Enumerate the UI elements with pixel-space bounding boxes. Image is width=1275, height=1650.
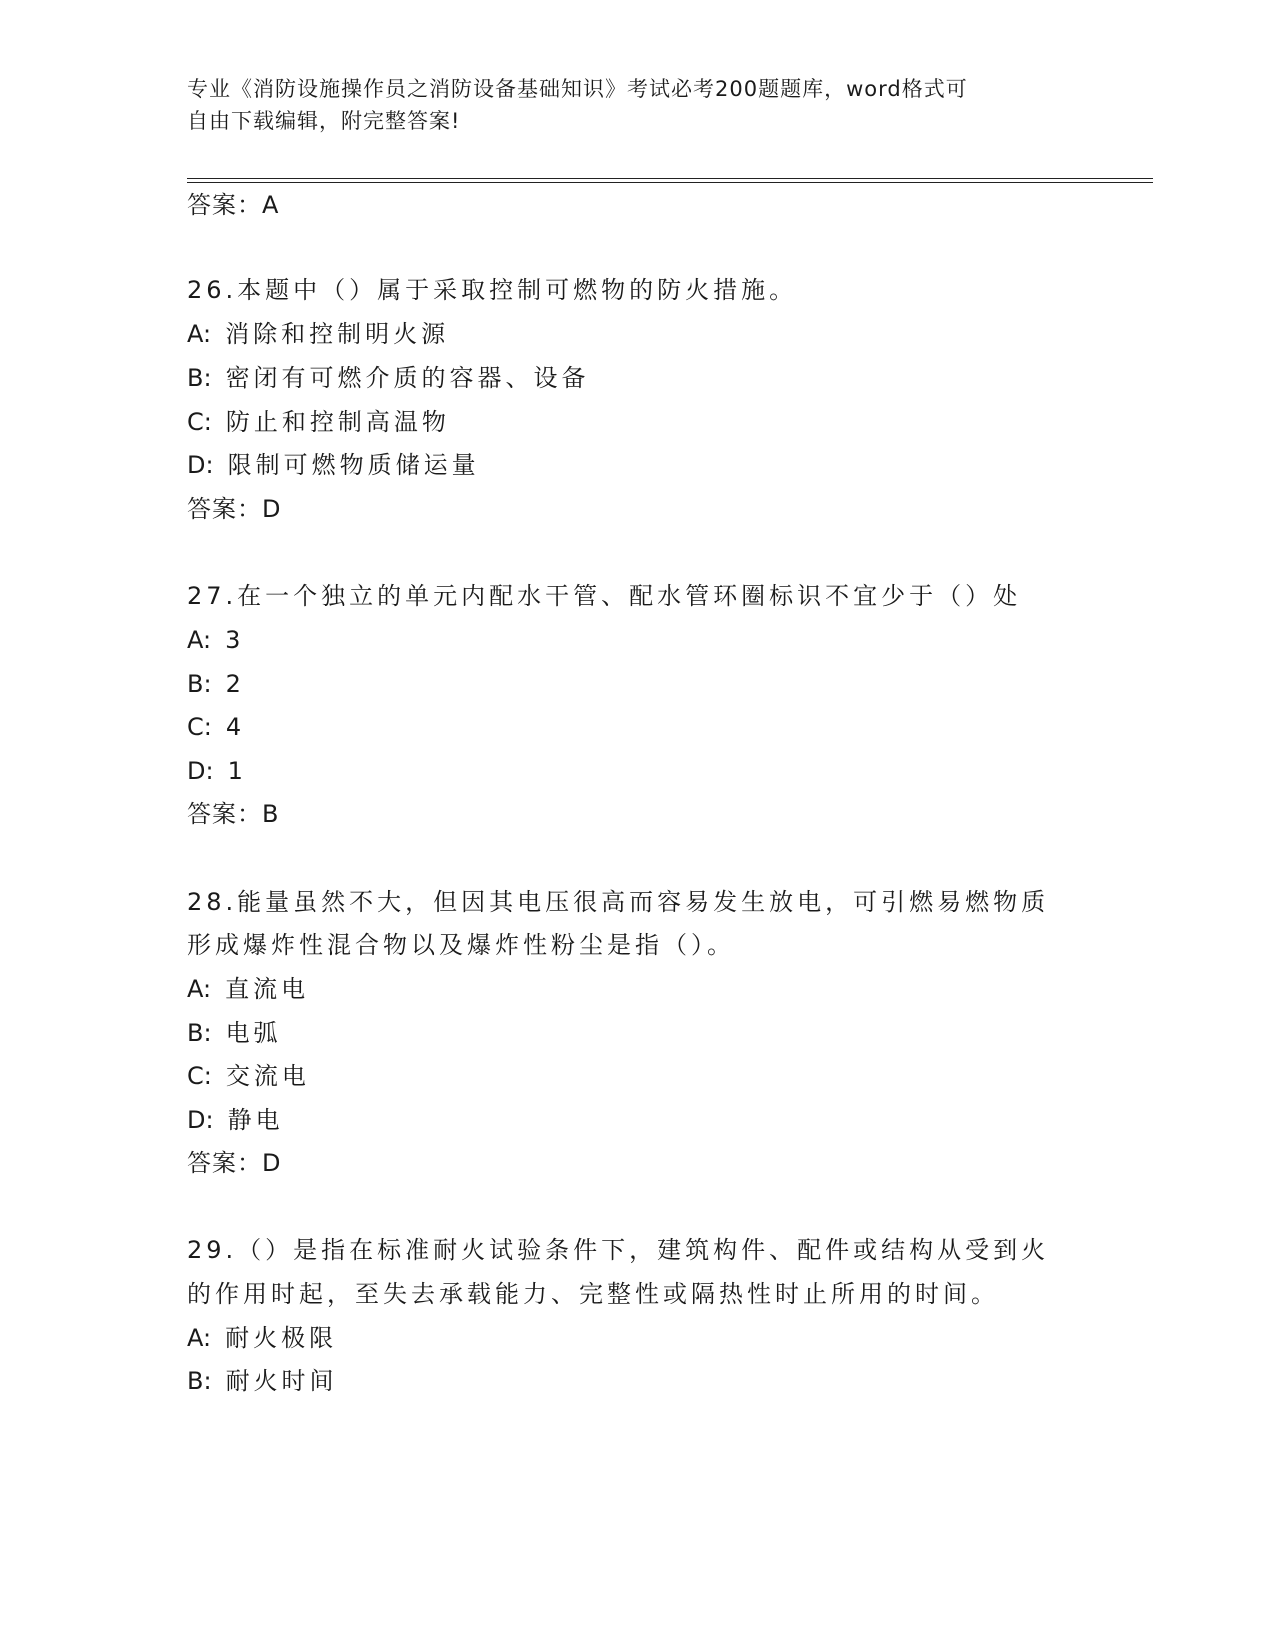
option-key: A: xyxy=(187,975,212,1003)
option-text: 交流电 xyxy=(225,1062,310,1090)
option-text: 密闭有可燃介质的容器、设备 xyxy=(225,364,590,392)
answer-line: 答案：B xyxy=(187,800,280,828)
option-key: D: xyxy=(187,757,214,785)
option-text: 静电 xyxy=(227,1106,284,1134)
option-text: 4 xyxy=(225,713,246,741)
question-stem: 27.在一个独立的单元内配水干管、配水管环圈标识不宜少于（）处 xyxy=(187,582,1022,610)
option-text: 限制可燃物质储运量 xyxy=(227,451,480,479)
option-d xyxy=(187,450,480,480)
option-text: 消除和控制明火源 xyxy=(225,320,450,348)
option-key: B: xyxy=(187,1367,212,1395)
option-key: C: xyxy=(187,408,212,436)
option-key: B: xyxy=(187,364,212,392)
option-text: 直流电 xyxy=(225,975,310,1003)
option-text: 1 xyxy=(227,757,247,785)
option-key: D: xyxy=(187,1106,214,1134)
option-text: 2 xyxy=(225,670,245,698)
option-key: C: xyxy=(187,1062,212,1090)
option-c xyxy=(187,1061,310,1091)
option-text: 耐火时间 xyxy=(225,1367,338,1395)
answer-line: 答案：D xyxy=(187,495,282,523)
option-a xyxy=(187,319,449,349)
option-b xyxy=(187,1018,282,1048)
answer-line: 答案：A xyxy=(187,191,280,219)
option-key: A: xyxy=(187,626,212,654)
option-key: A: xyxy=(187,320,212,348)
document-header xyxy=(187,73,1067,137)
option-d xyxy=(187,756,247,786)
option-key: B: xyxy=(187,1019,212,1047)
question-stem-line-2: 的作用时起，至失去承载能力、完整性或隔热性时止所用的时间。 xyxy=(187,1280,999,1308)
option-b xyxy=(187,1366,338,1396)
header-line-2: 自由下载编辑，附完整答案! xyxy=(187,109,461,133)
option-text: 耐火极限 xyxy=(225,1324,338,1352)
option-text: 电弧 xyxy=(225,1019,282,1047)
option-key: A: xyxy=(187,1324,212,1352)
option-d xyxy=(187,1105,284,1135)
question-stem-line-1: 29.（）是指在标准耐火试验条件下，建筑构件、配件或结构从受到火 xyxy=(187,1236,1050,1264)
option-key: D: xyxy=(187,451,214,479)
option-a xyxy=(187,625,244,655)
option-b xyxy=(187,363,590,393)
option-key: B: xyxy=(187,670,212,698)
question-stem-line-2: 形成爆炸性混合物以及爆炸性粉尘是指（）。 xyxy=(187,931,735,959)
question-stem: 26.本题中（）属于采取控制可燃物的防火措施。 xyxy=(187,276,798,304)
option-a xyxy=(187,974,309,1004)
header-rule-bottom xyxy=(187,182,1153,183)
header-rule-top xyxy=(187,178,1153,179)
option-key: C: xyxy=(187,713,212,741)
header-line-1: 专业《消防设施操作员之消防设备基础知识》考试必考200题题库，word格式可 xyxy=(187,77,968,101)
option-c xyxy=(187,712,245,742)
option-b xyxy=(187,669,245,699)
question-stem-line-1: 28.能量虽然不大，但因其电压很高而容易发生放电，可引燃易燃物质 xyxy=(187,888,1050,916)
answer-line: 答案：D xyxy=(187,1149,282,1177)
option-text: 3 xyxy=(225,626,245,654)
option-a xyxy=(187,1323,337,1353)
option-text: 防止和控制高温物 xyxy=(225,408,450,436)
option-c xyxy=(187,407,450,437)
